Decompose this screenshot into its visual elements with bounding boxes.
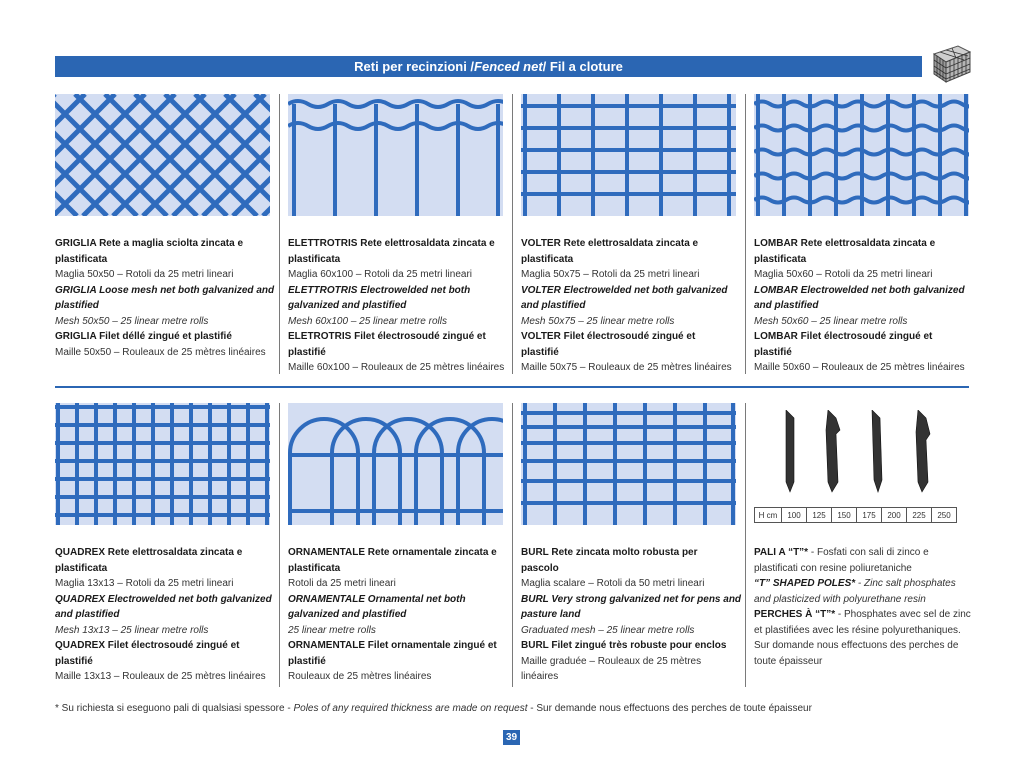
caption-line: Maille 50x60 – Rouleaux de 25 mètres linéaires bbox=[754, 362, 965, 373]
t-pole-icon bbox=[780, 410, 950, 495]
volter-mesh-image bbox=[521, 94, 736, 216]
height-value: 175 bbox=[857, 508, 882, 523]
caption-line: plastificata bbox=[55, 253, 108, 265]
caption-line: plastifié bbox=[521, 346, 559, 358]
product-caption-burl bbox=[521, 545, 741, 685]
footnote bbox=[55, 703, 812, 714]
caption-line: Mesh 60x100 – 25 linear metre rolls bbox=[288, 315, 447, 327]
caption-line: pascolo bbox=[521, 562, 559, 574]
caption-line: Mesh 50x60 – 25 linear metre rolls bbox=[754, 315, 908, 327]
caption-line: GRIGLIA Rete a maglia sciolta zincata e bbox=[55, 238, 244, 249]
title-italian: Reti per recinzioni / bbox=[354, 59, 475, 74]
caption-line: plastificata bbox=[55, 562, 108, 574]
caption-line: Graduated mesh – 25 linear metre rolls bbox=[521, 624, 695, 636]
section-title-bar bbox=[55, 56, 922, 77]
caption-line: ELETROTRIS Filet électrosoudé zingué et bbox=[288, 331, 486, 342]
caption-line: QUADREX Filet électrosoudé zingué et bbox=[55, 640, 240, 651]
caption-line: and plastified bbox=[521, 300, 586, 311]
caption-line: plastificata bbox=[754, 253, 807, 265]
caption-line: Rotoli da 25 metri lineari bbox=[288, 578, 396, 589]
footnote-italian: * Su richiesta si eseguono pali di qualsiasi spessore - bbox=[55, 703, 294, 714]
product-caption-quadrex bbox=[55, 545, 275, 685]
column-divider bbox=[745, 94, 746, 374]
caption-line: VOLTER Filet électrosoudé zingué et bbox=[521, 331, 696, 342]
height-value: 250 bbox=[932, 508, 957, 523]
column-divider bbox=[745, 403, 746, 687]
product-caption-ornamentale bbox=[288, 545, 508, 685]
caption-line: Mesh 50x75 – 25 linear metre rolls bbox=[521, 315, 675, 327]
ornamentale-mesh-image bbox=[288, 403, 503, 525]
height-value: 200 bbox=[882, 508, 907, 523]
wire-basket-icon bbox=[928, 40, 974, 86]
caption-line: galvanized and plastified bbox=[288, 300, 407, 311]
quadrex-mesh-image bbox=[55, 403, 270, 525]
product-caption-lombar bbox=[754, 236, 974, 376]
product-caption-pali bbox=[754, 545, 974, 669]
caption-line: 25 linear metre rolls bbox=[288, 624, 376, 636]
caption-line: Rouleaux de 25 mètres linéaires bbox=[288, 671, 432, 682]
height-value: 100 bbox=[782, 508, 807, 523]
caption-line: “T” SHAPED POLES* - Zinc salt phosphates bbox=[754, 578, 956, 589]
caption-line: and plasticized with polyurethane resin bbox=[754, 593, 926, 605]
caption-line: VOLTER Rete elettrosaldata zincata e bbox=[521, 238, 699, 249]
product-caption-elettrotris bbox=[288, 236, 508, 376]
caption-line: BURL Very strong galvanized net for pens and bbox=[521, 593, 742, 605]
caption-line: QUADREX Rete elettrosaldata zincata e bbox=[55, 547, 243, 558]
pole-height-table bbox=[754, 507, 957, 523]
caption-line: Maille graduée – Rouleaux de 25 mètres bbox=[521, 655, 702, 667]
caption-line: Maille 60x100 – Rouleaux de 25 mètres linéaires bbox=[288, 362, 505, 373]
caption-line: and plastified bbox=[55, 609, 120, 620]
caption-line: Mesh 13x13 – 25 linear metre rolls bbox=[55, 624, 209, 636]
height-value: 125 bbox=[807, 508, 832, 523]
caption-line: plastificati con resine poliuretaniche bbox=[754, 562, 912, 574]
caption-line: Maglia 13x13 – Rotoli da 25 metri lineari bbox=[55, 578, 234, 589]
height-value: 150 bbox=[832, 508, 857, 523]
caption-line: BURL Rete zincata molto robusta per bbox=[521, 547, 698, 558]
page-number: 39 bbox=[503, 730, 520, 745]
caption-line: Maglia 50x75 – Rotoli da 25 metri lineari bbox=[521, 269, 700, 280]
height-value: 225 bbox=[907, 508, 932, 523]
caption-line: plastified bbox=[55, 300, 99, 311]
caption-line: ORNAMENTALE Ornamental net both bbox=[288, 593, 466, 605]
title-french: / Fil a cloture bbox=[542, 59, 623, 74]
lombar-mesh-image bbox=[754, 94, 969, 216]
caption-line: ELETTROTRIS Electrowelded net both bbox=[288, 284, 471, 296]
caption-line: QUADREX Electrowelded net both galvanized bbox=[55, 593, 272, 605]
caption-line: plastifié bbox=[288, 346, 326, 358]
footnote-english: Poles of any required thickness are made on request bbox=[293, 703, 528, 714]
row-divider bbox=[55, 386, 969, 388]
product-caption-volter bbox=[521, 236, 741, 376]
column-divider bbox=[279, 403, 280, 687]
caption-line: LOMBAR Filet électrosoudé zingué et bbox=[754, 331, 933, 342]
caption-line: ORNAMENTALE Filet ornamentale zingué et bbox=[288, 640, 497, 651]
caption-line: et plastifiées avec les résine polyurethaniques. bbox=[754, 624, 961, 636]
caption-line: PERCHES À “T”* - Phosphates avec sel de zinc bbox=[754, 609, 971, 620]
caption-line: plastificata bbox=[288, 253, 341, 265]
elettrotris-mesh-image bbox=[288, 94, 503, 216]
caption-line: galvanized and plastified bbox=[288, 609, 407, 620]
caption-line: LOMBAR Electrowelded net both galvanized bbox=[754, 284, 965, 296]
caption-line: plastifié bbox=[55, 655, 93, 667]
column-divider bbox=[512, 403, 513, 687]
footnote-french: - Sur demande nous effectuons des perches de toute épaisseur bbox=[527, 703, 812, 714]
caption-line: Maglia 50x50 – Rotoli da 25 metri lineari bbox=[55, 269, 234, 280]
caption-line: and plastified bbox=[754, 300, 819, 311]
caption-line: Maglia scalare – Rotoli da 50 metri lineari bbox=[521, 578, 705, 589]
caption-line: Mesh 50x50 – 25 linear metre rolls bbox=[55, 315, 209, 327]
caption-line: Maille 13x13 – Rouleaux de 25 mètres linéaires bbox=[55, 671, 266, 682]
title-english: Fenced net bbox=[474, 59, 543, 74]
caption-line: plastificata bbox=[521, 253, 574, 265]
caption-line: plastifié bbox=[288, 655, 326, 667]
caption-line: plastificata bbox=[288, 562, 341, 574]
caption-line: toute épaisseur bbox=[754, 655, 823, 667]
caption-line: linéaires bbox=[521, 671, 559, 682]
caption-line: VOLTER Electrowelded net both galvanized bbox=[521, 284, 728, 296]
caption-line: ELETTROTRIS Rete elettrosaldata zincata e bbox=[288, 238, 495, 249]
caption-line: BURL Filet zingué très robuste pour enclos bbox=[521, 640, 727, 651]
caption-line: Sur domande nous effectuons des perches de bbox=[754, 640, 959, 651]
caption-line: Maille 50x75 – Rouleaux de 25 mètres linéaires bbox=[521, 362, 732, 373]
column-divider bbox=[279, 94, 280, 374]
caption-line: GRIGLIA Loose mesh net both galvanized and bbox=[55, 284, 275, 296]
caption-line: PALI A “T”* - Fosfati con sali di zinco e bbox=[754, 547, 929, 558]
caption-line: pasture land bbox=[521, 609, 581, 620]
caption-line: Maille 50x50 – Rouleaux de 25 mètres linéaires bbox=[55, 346, 266, 358]
caption-line: ORNAMENTALE Rete ornamentale zincata e bbox=[288, 547, 497, 558]
caption-line: Maglia 60x100 – Rotoli da 25 metri lineari bbox=[288, 269, 472, 280]
height-label: H cm bbox=[755, 508, 782, 523]
burl-mesh-image bbox=[521, 403, 736, 525]
caption-line: GRIGLIA Filet déllé zingué et plastifié bbox=[55, 331, 232, 342]
column-divider bbox=[512, 94, 513, 374]
product-caption-griglia bbox=[55, 236, 275, 360]
caption-line: plastifié bbox=[754, 346, 792, 358]
caption-line: Maglia 50x60 – Rotoli da 25 metri lineari bbox=[754, 269, 933, 280]
griglia-mesh-image bbox=[55, 94, 270, 216]
caption-line: LOMBAR Rete elettrosaldata zincata e bbox=[754, 238, 936, 249]
